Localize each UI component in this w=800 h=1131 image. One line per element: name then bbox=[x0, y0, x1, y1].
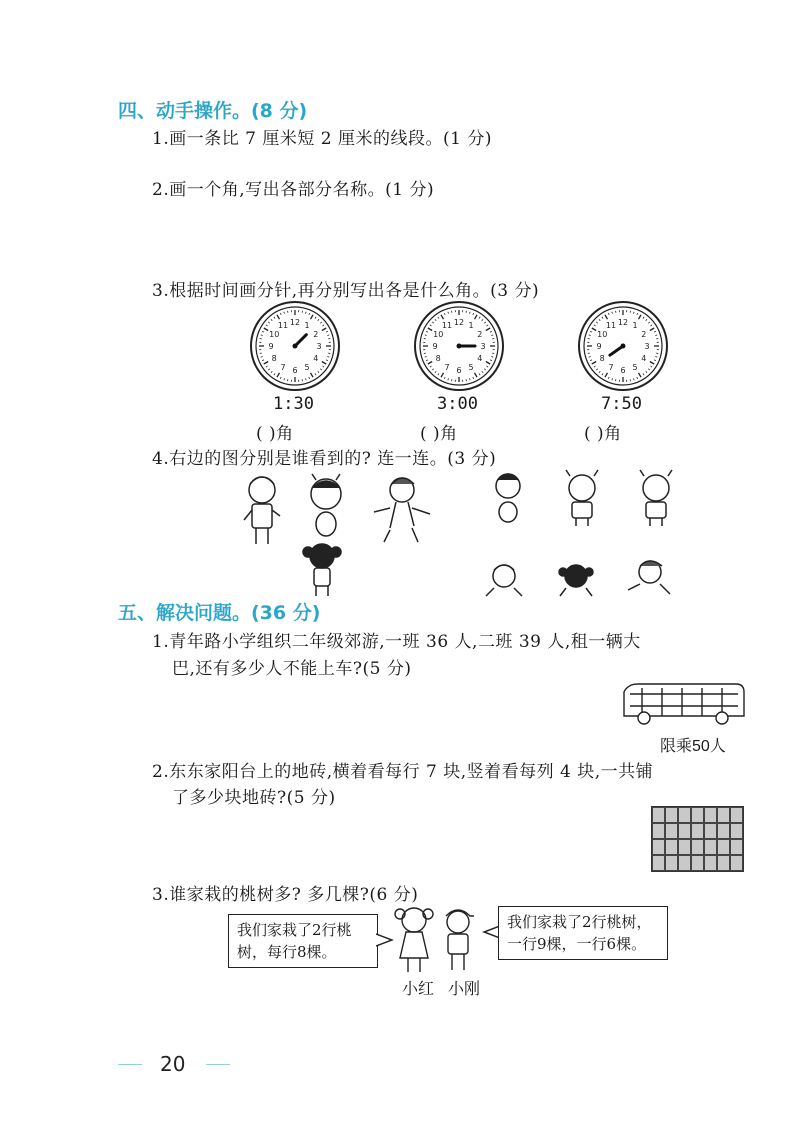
clock-number: 6 bbox=[620, 366, 626, 375]
clock-number: 9 bbox=[596, 342, 602, 351]
tile-cell bbox=[730, 839, 743, 855]
bus-icon bbox=[618, 680, 750, 730]
clock-number: 9 bbox=[432, 342, 438, 351]
clock-number: 7 bbox=[444, 362, 450, 372]
clock-number: 10 bbox=[269, 330, 280, 339]
tile-cell bbox=[652, 839, 665, 855]
tile-cell bbox=[678, 855, 691, 871]
tile-cell bbox=[678, 823, 691, 839]
clock-center bbox=[621, 344, 626, 349]
clock-number: 11 bbox=[605, 321, 617, 331]
clock-number: 3 bbox=[480, 342, 486, 351]
clock-number: 12 bbox=[453, 318, 465, 327]
clock-number: 5 bbox=[304, 362, 310, 372]
bubble-left-line2: 树，每行8棵。 bbox=[237, 943, 337, 961]
tile-cell bbox=[730, 823, 743, 839]
speech-bubble-xiaohong bbox=[228, 914, 378, 968]
clock-number: 1 bbox=[632, 321, 638, 331]
bubble-right-line1: 我们家栽了2行桃树， bbox=[507, 913, 652, 931]
clock-3-answer: ( )角 bbox=[584, 424, 622, 444]
tile-grid bbox=[651, 806, 744, 872]
question-4-2: 2.画一个角,写出各部分名称。(1 分) bbox=[152, 180, 435, 200]
clock-number: 10 bbox=[433, 330, 444, 339]
footer-line-left bbox=[118, 1064, 142, 1065]
question-5-2-line2: 了多少块地砖?(5 分) bbox=[172, 788, 336, 808]
tile-cell bbox=[691, 823, 704, 839]
clock-3-time: 7:50 bbox=[601, 394, 642, 414]
clock-number: 11 bbox=[441, 321, 453, 331]
clock-number: 8 bbox=[271, 354, 277, 363]
page-number: 20 bbox=[160, 1052, 186, 1076]
tile-cell bbox=[704, 855, 717, 871]
section-5-title: 五、解决问题。(36 分) bbox=[118, 602, 321, 624]
tile-cell bbox=[678, 839, 691, 855]
question-5-1-line2: 巴,还有多少人不能上车?(5 分) bbox=[172, 659, 412, 679]
question-5-2-line1: 2.东东家阳台上的地砖,横着看每行 7 块,竖着看每列 4 块,一共铺 bbox=[152, 762, 654, 782]
clock-2-answer: ( )角 bbox=[420, 424, 458, 444]
tile-cell bbox=[730, 855, 743, 871]
cow-view-side bbox=[496, 474, 520, 522]
boy-head-view bbox=[486, 565, 522, 596]
tile-cell bbox=[717, 855, 730, 871]
tile-cell bbox=[717, 807, 730, 823]
footer-line-right bbox=[206, 1064, 230, 1065]
question-4-3: 3.根据时间画分针,再分别写出各是什么角。(3 分) bbox=[152, 281, 540, 301]
name-xiaogang: 小刚 bbox=[448, 979, 481, 998]
tile-cell bbox=[665, 807, 678, 823]
girl-head-view bbox=[628, 561, 670, 594]
girl-figure bbox=[374, 478, 430, 542]
clock-number: 3 bbox=[644, 342, 650, 351]
clock-center bbox=[457, 344, 462, 349]
girl-back-head-view bbox=[559, 565, 593, 596]
question-5-3: 3.谁家栽的桃树多? 多几棵?(6 分) bbox=[152, 885, 419, 905]
clock-number: 1 bbox=[304, 321, 310, 331]
clock-number: 10 bbox=[597, 330, 608, 339]
tile-cell bbox=[691, 807, 704, 823]
tile-cell bbox=[665, 855, 678, 871]
clock-number: 8 bbox=[435, 354, 441, 363]
boy-figure bbox=[244, 477, 280, 544]
clock-1-answer: ( )角 bbox=[256, 424, 294, 444]
clock-1 bbox=[240, 298, 350, 394]
name-xiaohong: 小红 bbox=[402, 979, 435, 998]
question-4-4: 4.右边的图分别是谁看到的? 连一连。(3 分) bbox=[152, 449, 497, 469]
cow-view-back bbox=[640, 470, 672, 526]
tile-cell bbox=[652, 823, 665, 839]
clock-number: 12 bbox=[617, 318, 629, 327]
viewpoint-illustrations bbox=[240, 468, 760, 600]
clock-number: 12 bbox=[289, 318, 301, 327]
clock-2 bbox=[404, 298, 514, 394]
clock-number: 6 bbox=[456, 366, 462, 375]
clock-number: 9 bbox=[268, 342, 274, 351]
tile-cell bbox=[665, 823, 678, 839]
clock-number: 1 bbox=[468, 321, 474, 331]
tile-cell bbox=[691, 855, 704, 871]
clock-number: 4 bbox=[313, 354, 319, 363]
clock-2-time: 3:00 bbox=[437, 394, 478, 414]
tile-cell bbox=[704, 839, 717, 855]
clock-number: 11 bbox=[277, 321, 289, 331]
clock-number: 6 bbox=[292, 366, 298, 375]
tile-cell bbox=[678, 807, 691, 823]
clock-number: 2 bbox=[477, 330, 483, 339]
question-5-1-line1: 1.青年路小学组织二年级郊游,一班 36 人,二班 39 人,租一辆大 bbox=[152, 632, 641, 652]
clock-number: 5 bbox=[468, 362, 474, 372]
speech-bubble-xiaogang bbox=[498, 906, 668, 960]
bubble-left-line1: 我们家栽了2行桃 bbox=[237, 921, 352, 939]
section-4-title: 四、动手操作。(8 分) bbox=[118, 100, 308, 122]
cow-figure-back bbox=[311, 474, 341, 536]
tile-cell bbox=[691, 839, 704, 855]
tile-cell bbox=[652, 807, 665, 823]
children-figures bbox=[390, 902, 482, 978]
clock-number: 2 bbox=[313, 330, 319, 339]
clock-3 bbox=[568, 298, 678, 394]
clock-number: 4 bbox=[641, 354, 647, 363]
clock-number: 3 bbox=[316, 342, 322, 351]
xiaogang-figure bbox=[446, 910, 474, 970]
tile-cell bbox=[717, 839, 730, 855]
clock-1-time: 1:30 bbox=[273, 394, 314, 414]
clock-center bbox=[293, 344, 298, 349]
clock-number: 7 bbox=[280, 362, 286, 372]
xiaohong-figure bbox=[395, 908, 433, 972]
girl-back-figure bbox=[303, 544, 341, 596]
clock-number: 8 bbox=[599, 354, 605, 363]
tile-cell bbox=[665, 839, 678, 855]
tile-cell bbox=[652, 855, 665, 871]
cow-view-front bbox=[566, 470, 598, 526]
clock-number: 2 bbox=[641, 330, 647, 339]
clock-number: 7 bbox=[608, 362, 614, 372]
tile-cell bbox=[717, 823, 730, 839]
bus-capacity-label: 限乘50人 bbox=[660, 738, 726, 755]
tile-cell bbox=[704, 807, 717, 823]
tile-cell bbox=[704, 823, 717, 839]
question-4-1: 1.画一条比 7 厘米短 2 厘米的线段。(1 分) bbox=[152, 129, 492, 149]
bubble-right-line2: 一行9棵，一行6棵。 bbox=[507, 935, 647, 953]
clock-number: 5 bbox=[632, 362, 638, 372]
clock-number: 4 bbox=[477, 354, 483, 363]
tile-cell bbox=[730, 807, 743, 823]
